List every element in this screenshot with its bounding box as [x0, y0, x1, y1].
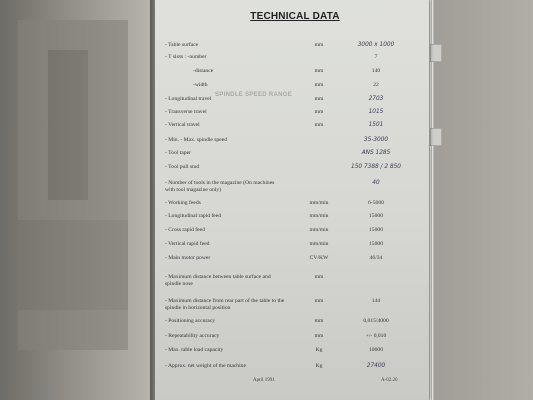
spec-value: 10000 [369, 347, 383, 353]
spec-unit: mm [314, 96, 324, 102]
spec-unit: mm [314, 122, 324, 128]
spec-value: 15000 [369, 241, 383, 247]
machine-column [48, 50, 88, 200]
spec-value: 0,015/4000 [363, 318, 389, 324]
spec-label: - Working feeds [165, 200, 201, 206]
spec-label: - Min. - Max. spindle speed [165, 137, 227, 143]
spec-label: - T slots : -number [165, 54, 207, 60]
spec-unit: mm/min [309, 213, 329, 219]
spec-value: 140 [371, 68, 381, 74]
spec-unit: Kg [315, 347, 323, 353]
spec-value: 15000 [369, 227, 383, 233]
spec-unit: mm [314, 42, 324, 48]
spec-value: 7 [374, 54, 378, 60]
spec-value: +/- 0,010 [365, 333, 387, 339]
left-page [0, 0, 158, 400]
spec-unit: mm [314, 274, 324, 280]
spec-value: 150 7388 / 2 850 [351, 164, 401, 170]
spec-unit: mm [314, 298, 324, 304]
spec-label: -distance [193, 68, 214, 74]
spec-unit: CV/KW [309, 255, 329, 261]
page-title: TECHNICAL DATA [250, 11, 340, 22]
spec-label: - Transverse travel [165, 109, 207, 115]
spec-unit: mm/min [309, 241, 329, 247]
footer-code: A-02.20 [381, 378, 398, 383]
spec-label: -width [193, 82, 208, 88]
spec-label: - Longitudinal rapid feed [165, 213, 222, 219]
spec-label: - Vertical rapid feed [165, 241, 210, 247]
page-tab [430, 128, 442, 146]
machine-base [18, 220, 128, 310]
spec-label: - Tool taper [165, 150, 191, 156]
machine-illustration [18, 20, 128, 350]
spec-label: - Repeatability accuracy [165, 333, 220, 339]
spec-unit: mm [314, 109, 324, 115]
spec-label: - Maximum distance between table surface and spindle nose [165, 274, 271, 287]
spec-unit: mm [314, 68, 324, 74]
spec-label: - Number of tools in the magazine (On machines with tool magazine only) [165, 180, 275, 193]
spec-unit: Kg [315, 363, 323, 369]
spec-value: 2703 [368, 96, 384, 102]
spec-value: 1501 [368, 122, 384, 128]
spec-label: - Vertical travel [165, 122, 200, 128]
spec-label: - Longitudinal travel [165, 96, 212, 102]
spec-label: - Main motor power [165, 255, 211, 261]
spec-label: - Tool pull stud [165, 164, 200, 170]
spec-unit: mm [314, 333, 324, 339]
spec-value: 22 [373, 82, 379, 88]
spec-label: - Max. table load capacity [165, 347, 224, 353]
spec-label: - Positioning accuracy [165, 318, 216, 324]
page-tab [430, 44, 442, 62]
spec-value: 27400 [366, 363, 386, 369]
spec-value: 46/34 [369, 255, 383, 261]
spec-value: 3000 x 1000 [357, 42, 395, 48]
spec-value: 15000 [369, 213, 383, 219]
spec-label: - Table surface [165, 42, 199, 48]
spec-value: 40 [372, 180, 380, 186]
show-through-text: SPINDLE SPEED RANGE [215, 92, 293, 98]
spec-unit: mm/min [309, 227, 329, 233]
spec-label: - Approx. net weight of the machine [165, 363, 246, 369]
spec-value: 1015 [368, 109, 384, 115]
spec-label: - Cross rapid feed [165, 227, 205, 233]
spec-unit: mm [314, 82, 324, 88]
document-page [155, 0, 429, 400]
spec-value: 6-5000 [368, 200, 384, 206]
spec-label: - Maximum distance from rear part of the table to the spindle in horizontal position [165, 298, 285, 311]
spec-unit: mm/min [309, 200, 329, 206]
spec-value: ANS 1285 [361, 150, 391, 156]
spec-value: 35-3000 [363, 137, 389, 143]
footer-date: April 1991 [253, 378, 275, 383]
spec-unit: mm [314, 318, 324, 324]
spec-value: 144 [371, 298, 381, 304]
